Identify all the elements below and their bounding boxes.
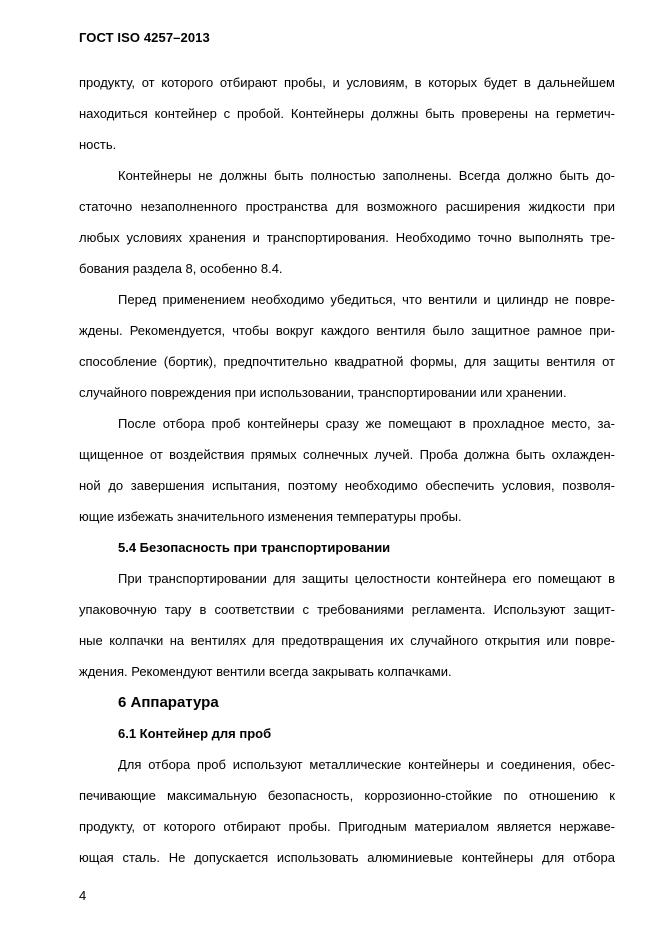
text-line: печивающие максимальную безопасность, коррозионно-стойкие по отношению к (79, 788, 615, 803)
text-line: Контейнеры не должны быть полностью заполнены. Всегда должно быть до- (118, 168, 615, 183)
text-line: упаковочную тару в соответствии с требованиями регламента. Используют защит- (79, 602, 615, 617)
text-line: статочно незаполненного пространства для возможного расширения жидкости при (79, 199, 615, 214)
text-line: щищенное от воздействия прямых солнечных лучей. Проба должна быть охлажден- (79, 447, 615, 462)
text-line: ждения. Рекомендуют вентили всегда закрывать колпачками. (79, 664, 452, 679)
text-line: Перед применением необходимо убедиться, что вентили и цилиндр не повре- (118, 292, 615, 307)
page-number: 4 (79, 888, 87, 903)
text-line: любых условиях хранения и транспортирования. Необходимо точно выполнять тре- (79, 230, 615, 245)
text-line: ющие избежать значительного изменения температуры пробы. (79, 509, 462, 524)
text-line: ность. (79, 137, 117, 152)
text-line: ные колпачки на вентилях для предотвращения их случайного открытия или повре- (79, 633, 615, 648)
section-heading: 6 Аппаратура (118, 694, 219, 711)
text-line: ной до завершения испытания, поэтому необходимо обеспечить условия, позволя- (79, 478, 615, 493)
text-line: ждены. Рекомендуется, чтобы вокруг каждого вентиля было защитное рамное при- (79, 323, 615, 338)
document-body (79, 67, 615, 873)
text-line: находиться контейнер с пробой. Контейнеры должны быть проверены на герметич- (79, 106, 615, 121)
document-header: ГОСТ ISO 4257–2013 (79, 30, 210, 45)
section-heading: 5.4 Безопасность при транспортировании (118, 540, 391, 555)
text-line: бования раздела 8, особенно 8.4. (79, 261, 283, 276)
text-line: случайного повреждения при использовании, транспортировании или хранении. (79, 385, 567, 400)
text-line: продукту, от которого отбирают пробы. Пригодным материалом является нержаве- (79, 819, 615, 834)
section-heading: 6.1 Контейнер для проб (118, 726, 272, 741)
text-line: Для отбора проб используют металлические контейнеры и соединения, обес- (118, 757, 615, 772)
text-line: продукту, от которого отбирают пробы, и условиям, в которых будет в дальнейшем (79, 75, 615, 90)
text-line: способление (бортик), предпочтительно квадратной формы, для защиты вентиля от (79, 354, 615, 369)
text-line: После отбора проб контейнеры сразу же помещают в прохладное место, за- (118, 416, 615, 431)
text-line: ющая сталь. Не допускается использовать алюминиевые контейнеры для отбора (79, 850, 615, 865)
text-line: При транспортировании для защиты целостности контейнера его помещают в (118, 571, 615, 586)
